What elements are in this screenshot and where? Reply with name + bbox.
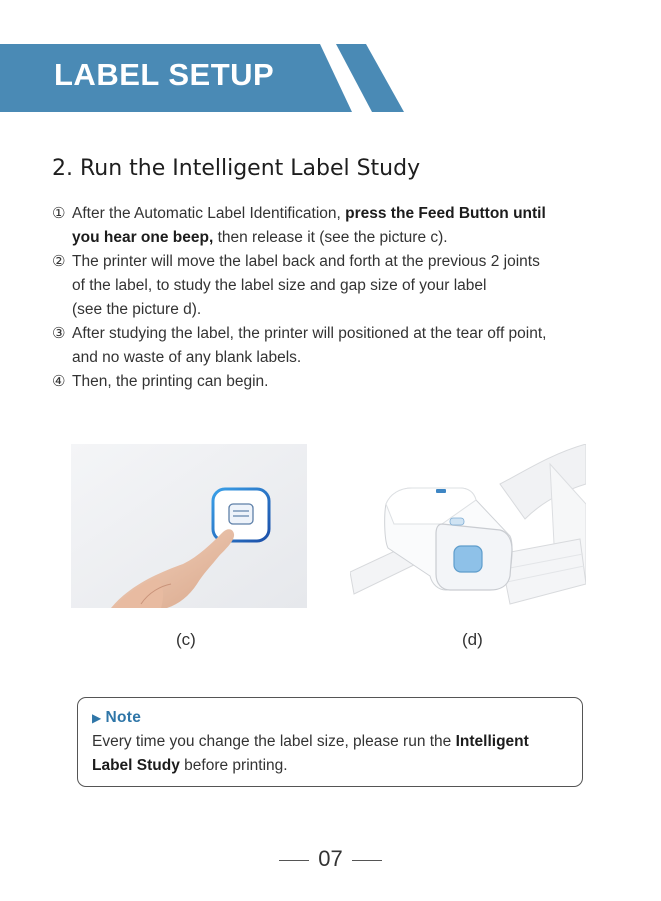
photo-finger-pressing-button: [71, 444, 307, 608]
caption-c: (c): [176, 630, 196, 649]
step-4: [52, 370, 622, 394]
note-box: [77, 697, 583, 787]
page-number: 07: [0, 846, 661, 872]
step-text: After the Automatic Label Identification, press the Feed Button until you hear one beep, then release it (see the picture c).: [72, 205, 546, 246]
photo-printer-with-labels: [350, 444, 586, 608]
step-number: ③: [52, 325, 66, 342]
steps-list: [52, 202, 622, 394]
step-1: [52, 202, 622, 250]
step-text: Then, the printing can begin.: [72, 373, 269, 390]
note-text: Every time you change the label size, please run the Intelligent Label Study before printing.: [92, 733, 529, 774]
step-number: ②: [52, 253, 66, 270]
step-2: [52, 250, 622, 322]
section-title: 2. Run the Intelligent Label Study: [52, 156, 421, 181]
play-triangle-icon: ▶: [92, 711, 102, 725]
banner-title: LABEL SETUP: [54, 57, 275, 92]
caption-d: (d): [462, 630, 483, 649]
step-number: ④: [52, 373, 66, 390]
step-text: After studying the label, the printer will positioned at the tear off point, and no waste of any blank labels.: [72, 325, 547, 366]
note-heading: ▶ Note: [92, 709, 142, 726]
step-3: [52, 322, 622, 370]
dash-left: [279, 860, 309, 861]
step-number: ①: [52, 205, 66, 222]
dash-right: [352, 860, 382, 861]
step-text: The printer will move the label back and forth at the previous 2 joints of the label, to study the label size and gap size of your label (see the picture d).: [72, 253, 540, 318]
